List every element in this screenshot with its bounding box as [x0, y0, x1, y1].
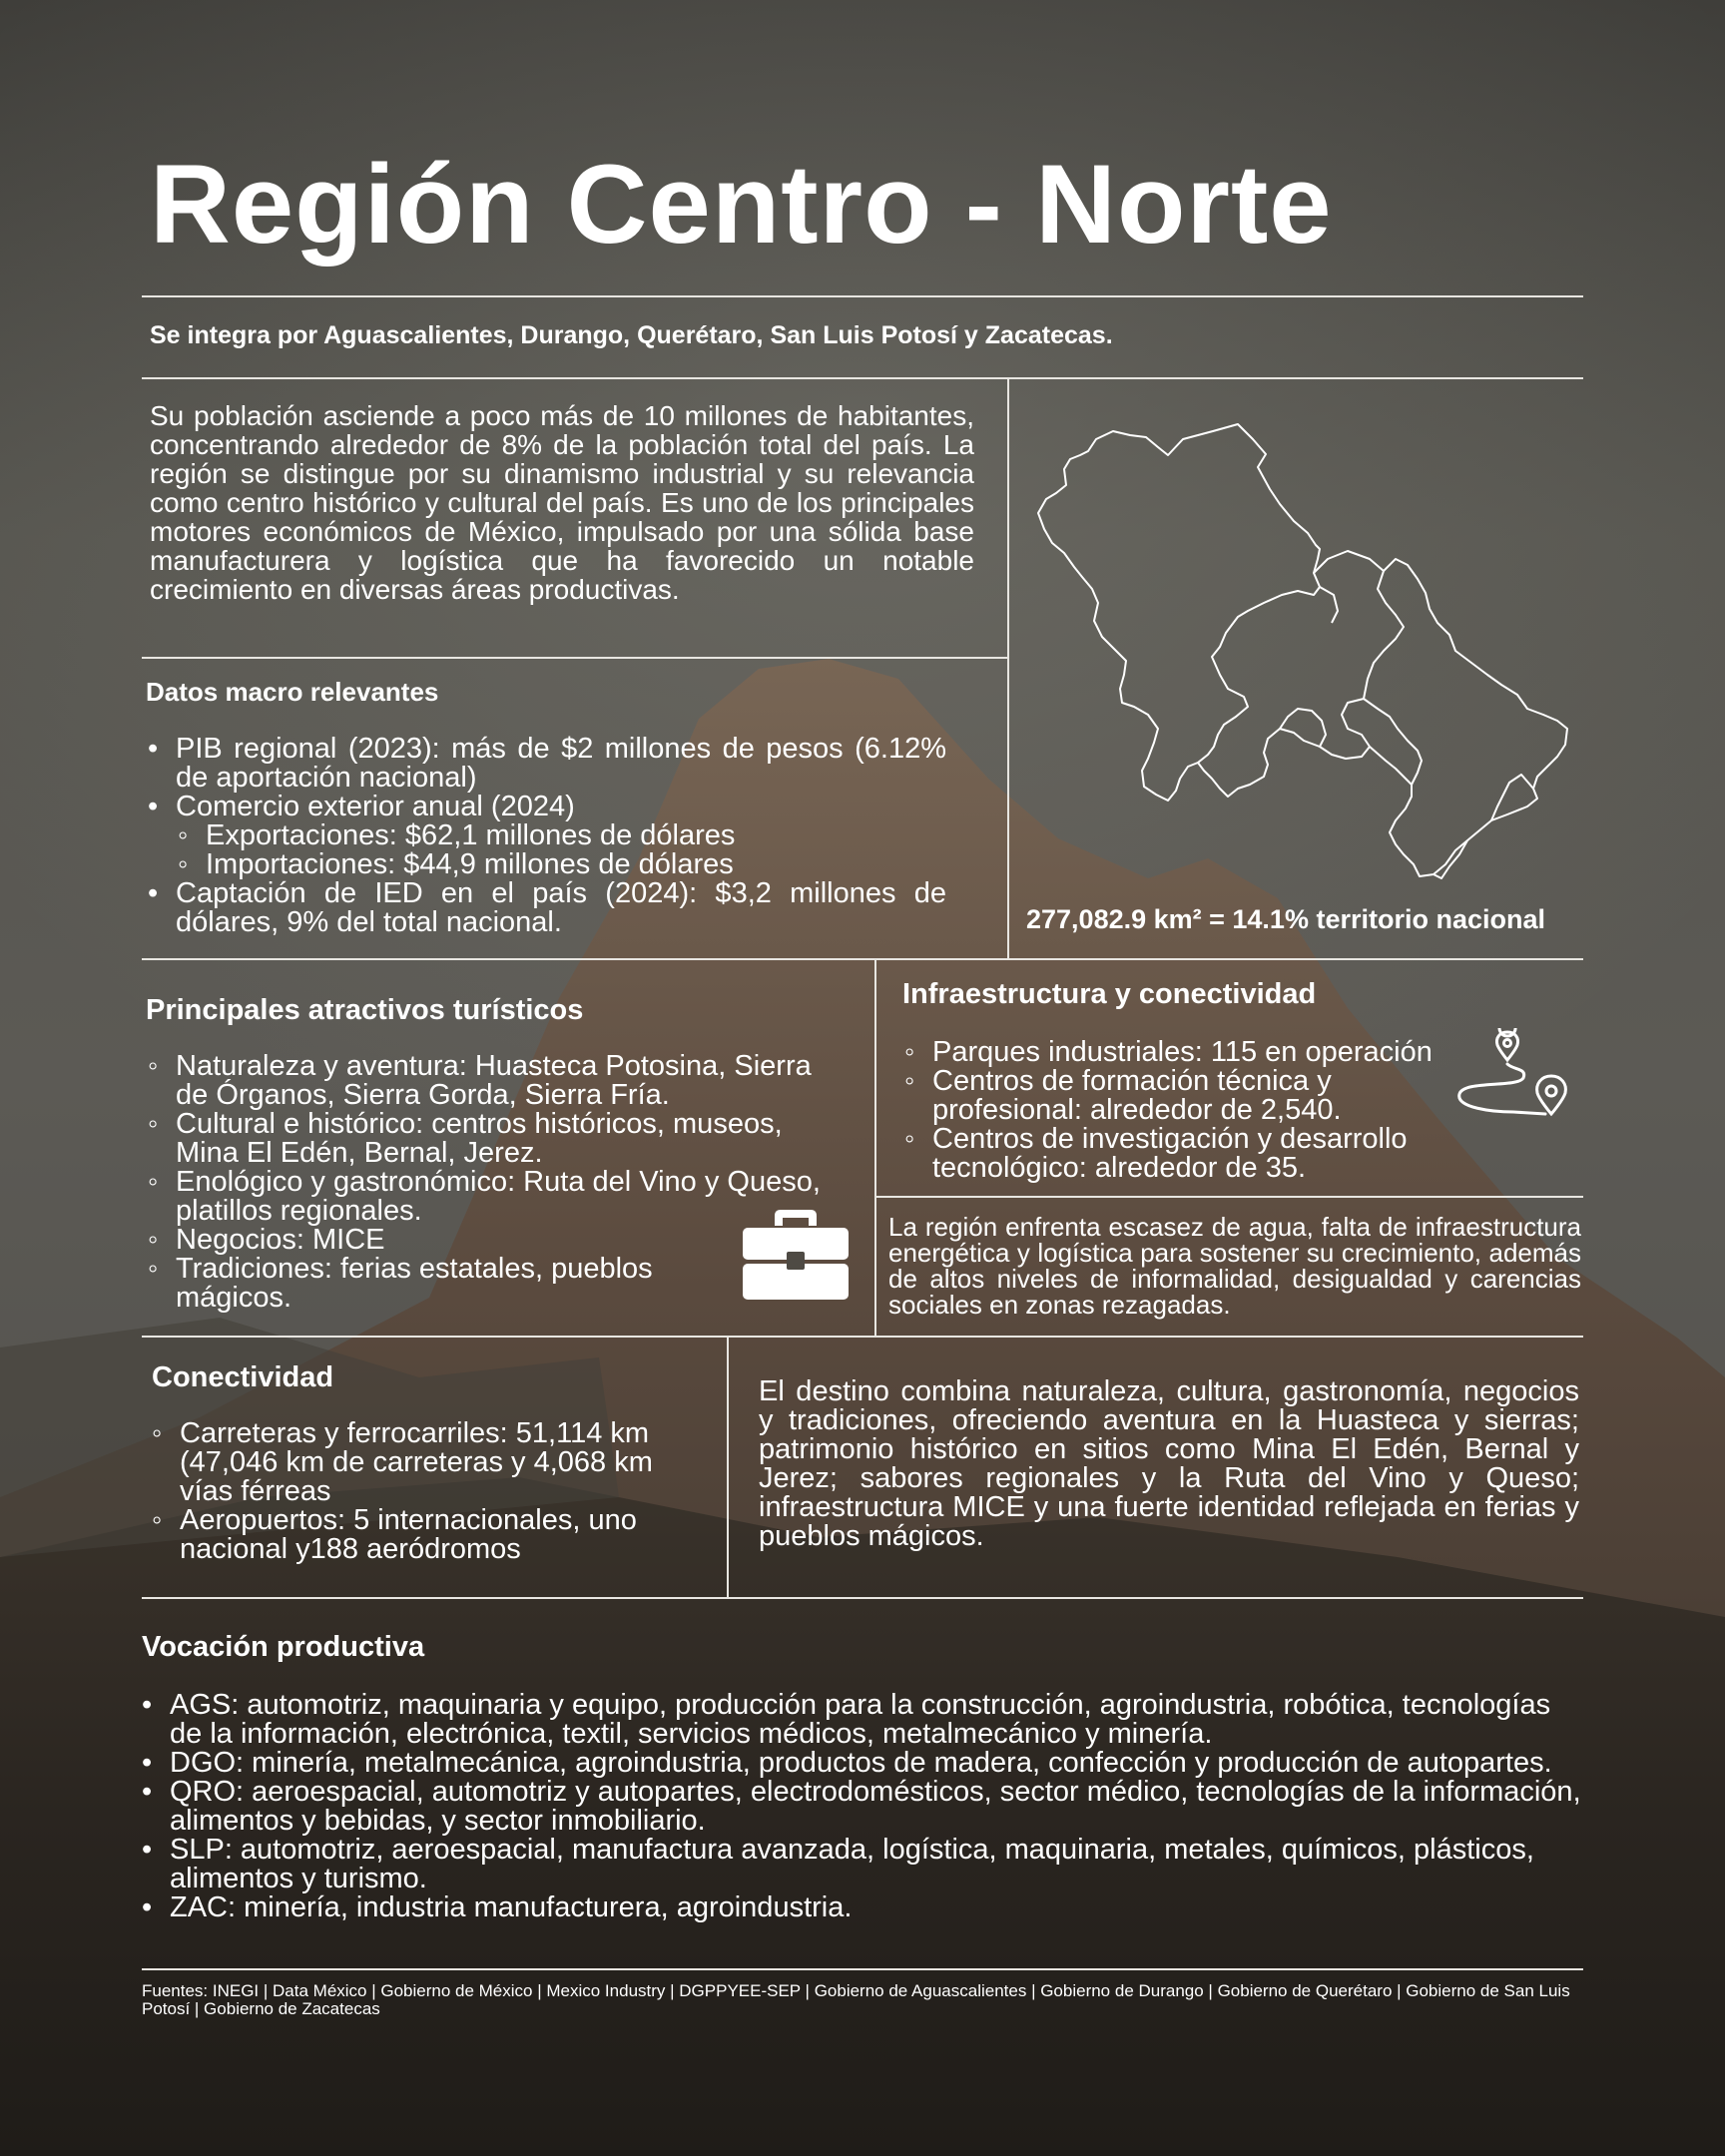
challenges-paragraph: La región enfrenta escasez de agua, falta de infraestructura energética y logística para sostener su crecimiento, además de altos niveles de informalidad, desigualdad y carencias sociales en zonas rezagadas.: [888, 1212, 1581, 1320]
list-item: ◦ Centros de investigación y desarrollo tecnológico: alrededor de 35.: [904, 1123, 1408, 1184]
list-item: • PIB regional (2023): más de $2 millones de pesos (6.12% de aportación nacional): [148, 733, 946, 794]
list-item: ◦ Centros de formación técnica y profesional: alrededor de 2,540.: [904, 1065, 1342, 1126]
list-item: ◦ Cultural e histórico: centros históricos, museos, Mina El Edén, Bernal, Jerez.: [148, 1108, 783, 1169]
list-item: ◦ Exportaciones: $62,1 millones de dólares: [178, 819, 736, 851]
divider: [142, 657, 1008, 659]
list-item: ◦ Importaciones: $44,9 millones de dólares: [178, 848, 734, 880]
area-label: 277,082.9 km² = 14.1% territorio nacional: [1026, 904, 1546, 934]
briefcase-icon: [741, 1208, 851, 1302]
list-item: • SLP: automotriz, aeroespacial, manufactura avanzada, logística, maquinaria, metales, químicos, plásticos, alimentos y turismo.: [142, 1834, 1534, 1894]
list-item: • Captación de IED en el país (2024): $3,2 millones de dólares, 9% del total nacional.: [148, 877, 946, 938]
list-item: ◦ Carreteras y ferrocarriles: 51,114 km (47,046 km de carreteras y 4,068 km vías férreas: [152, 1417, 653, 1507]
divider: [142, 958, 1583, 960]
divider: [142, 295, 1583, 297]
location-route-icon: [1453, 1028, 1573, 1132]
divider: [874, 958, 876, 1338]
divider: [727, 1336, 729, 1599]
vocation-list: [142, 1689, 1587, 1923]
destination-paragraph: El destino combina naturaleza, cultura, gastronomía, negocios y tradiciones, ofreciendo aventura en la Huasteca y sierras; patrimonio histórico en sitios como Mina El Edén, Bernal y Jerez; sabores regionales y la Ruta del Vino y Queso; infraestructura MICE y una fuerte identidad reflejada en ferias y pueblos mágicos.: [759, 1375, 1579, 1552]
connectivity-list: [150, 1419, 709, 1564]
divider: [142, 1336, 1583, 1338]
list-item: ◦ Naturaleza y aventura: Huasteca Potosina, Sierra de Órganos, Sierra Gorda, Sierra Fría.: [148, 1050, 812, 1111]
list-item: ◦ Negocios: MICE: [148, 1224, 385, 1256]
intro-paragraph: Su población asciende a poco más de 10 millones de habitantes, concentrando alrededor de 8% de la población total del país. La región se distingue por su dinamismo industrial y su relevancia como centro histórico y cultural del país. Es uno de los principales motores económicos de México, impulsado por una sólida base manufacturera y logística que ha favorecido un notable crecimiento en diversas áreas productivas.: [150, 400, 974, 605]
list-item: • DGO: minería, metalmecánica, agroindustria, productos de madera, confección y producción de autopartes.: [142, 1747, 1552, 1779]
infra-heading: Infraestructura y conectividad: [902, 978, 1317, 1010]
list-item: ◦ Aeropuertos: 5 internacionales, uno nacional y188 aeródromos: [152, 1504, 637, 1565]
infra-list: [902, 1038, 1461, 1183]
divider: [1007, 377, 1009, 958]
list-item: • Comercio exterior anual (2024): [148, 791, 575, 822]
macro-heading: Datos macro relevantes: [146, 677, 439, 707]
macro-list: [148, 733, 946, 938]
list-item: • QRO: aeroespacial, automotriz y autopartes, electrodomésticos, sector médico, tecnologías de la información, alimentos y bebidas, y sector inmobiliario.: [142, 1776, 1581, 1837]
region-map: [1028, 409, 1587, 888]
vocation-heading: Vocación productiva: [142, 1631, 425, 1663]
list-item: • ZAC: minería, industria manufacturera, agroindustria.: [142, 1891, 853, 1923]
divider: [874, 1196, 1583, 1198]
divider: [142, 1968, 1583, 1970]
subtitle: Se integra por Aguascalientes, Durango, Querétaro, San Luis Potosí y Zacatecas.: [150, 321, 1113, 349]
list-item: ◦ Parques industriales: 115 en operación: [904, 1036, 1433, 1068]
connectivity-heading: Conectividad: [152, 1361, 334, 1393]
divider: [142, 1597, 1583, 1599]
page-title: Región Centro - Norte: [150, 142, 1333, 267]
tourism-heading: Principales atractivos turísticos: [146, 994, 584, 1026]
divider: [142, 377, 1583, 379]
sources-footnote: Fuentes: INEGI | Data México | Gobierno de México | Mexico Industry | DGPPYEE-SEP | Gobierno de Aguascalientes | Gobierno de Durango | Gobierno de Querétaro | Gobierno de San Luis Potosí | Gobierno de Zacatecas: [142, 1981, 1570, 2018]
list-item: ◦ Enológico y gastronómico: Ruta del Vino y Queso, platillos regionales.: [148, 1166, 821, 1227]
list-item: ◦ Tradiciones: ferias estatales, pueblos mágicos.: [148, 1253, 653, 1314]
list-item: • AGS: automotriz, maquinaria y equipo, producción para la construcción, agroindustria, robótica, tecnologías de la información, electrónica, textil, servicios médicos, metalmecánico y minería.: [142, 1689, 1551, 1750]
tourism-list: [146, 1052, 825, 1313]
